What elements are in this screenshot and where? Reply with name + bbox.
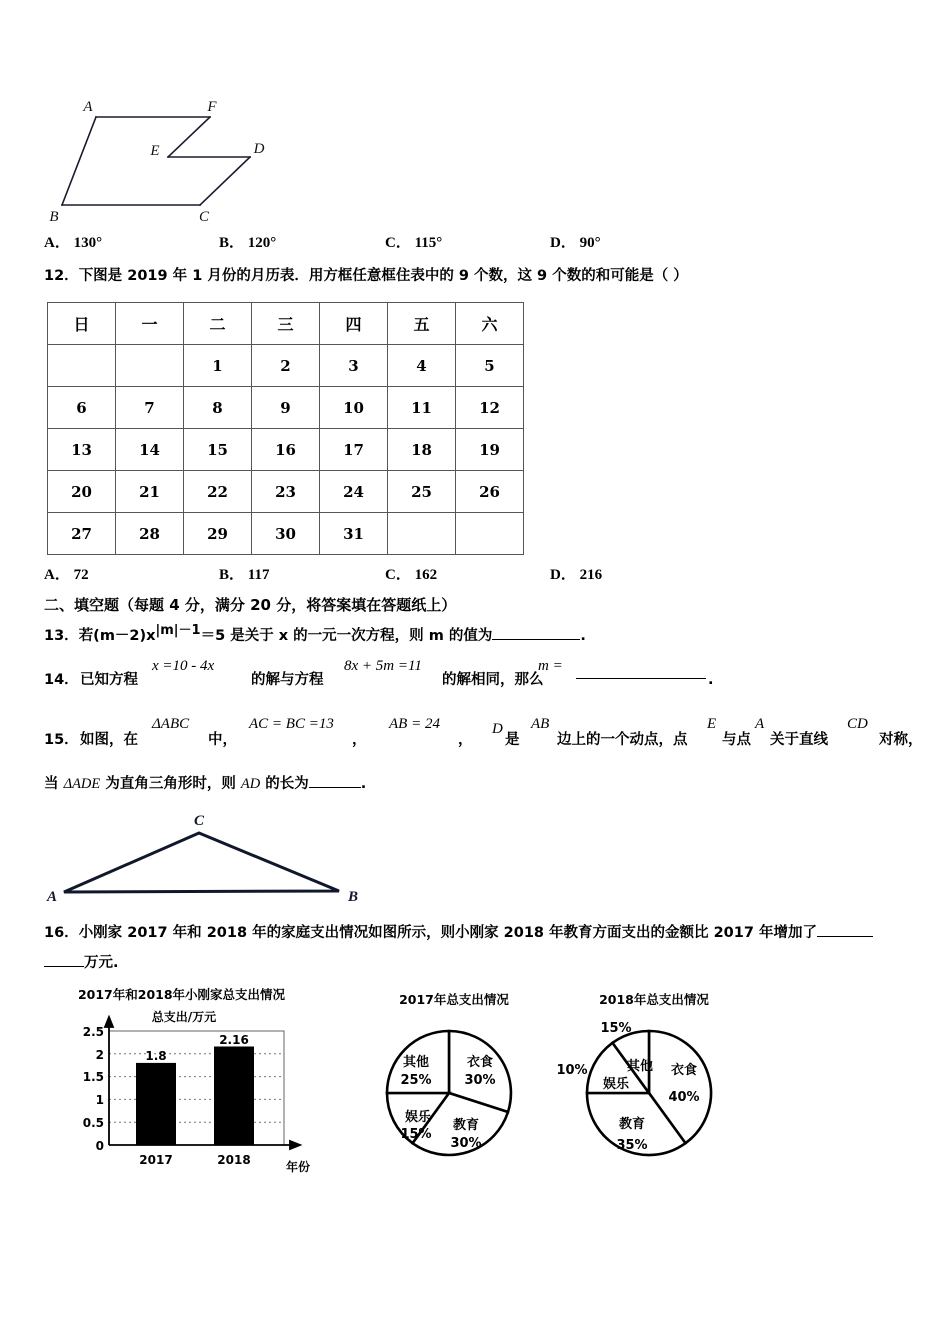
q11-option-d[interactable]: D． 90°: [550, 235, 601, 251]
calendar-cell: 13: [48, 429, 116, 471]
pie-chart-2018-expenditure: [554, 990, 754, 1173]
q15-segment-ad: AD: [240, 776, 261, 792]
calendar-cell: 15: [184, 429, 252, 471]
segment-dc: [200, 157, 250, 205]
pie-2017-value-jiaoyu: 30%: [450, 1136, 482, 1151]
q15-t6: 边上的一个动点，点: [557, 732, 688, 748]
q15-t2: 中，: [208, 732, 237, 748]
calendar-cell: 18: [388, 429, 456, 471]
q15-l2-pre: 当: [44, 776, 64, 792]
q11-option-b[interactable]: B． 120°: [219, 235, 277, 251]
question-12-text: [44, 266, 924, 288]
bar-2017: [136, 1063, 176, 1145]
xtick-2018: 2018: [217, 1153, 251, 1167]
q15-ac-bc-value: AC = BC =13: [249, 716, 334, 732]
q15-t8: 关于直线: [770, 732, 828, 748]
calendar-cell: 10: [320, 387, 388, 429]
calendar-cell: 19: [456, 429, 524, 471]
q15-t1: 如图，在: [80, 732, 138, 748]
pie-2018-value-jiaoyu: 35%: [616, 1138, 648, 1153]
calendar-cell: 9: [252, 387, 320, 429]
calendar-header-row: [48, 303, 524, 345]
pie-2018-label-yishi: 衣食: [670, 1063, 698, 1078]
vertex-label-e: E: [150, 143, 160, 159]
q15-ab-value: AB = 24: [389, 716, 440, 732]
pie-2018-label-yule: 娱乐: [602, 1077, 630, 1092]
q13-tail: .: [580, 627, 586, 644]
q15-segment-ab: AB: [531, 716, 550, 732]
ytick-2: 2: [95, 1048, 104, 1062]
q13-answer-blank[interactable]: [492, 639, 580, 640]
q12-body: 下图是 2019 年 1 月份的月历表．用方框任意框住表中的 9 个数，这 9 个数的和可能是（ ）: [78, 268, 688, 284]
calendar-cell: 27: [48, 513, 116, 555]
q14-equation-2: 8x + 5m =11: [344, 658, 422, 674]
q14-equation-3: m =: [538, 658, 563, 674]
calendar-cell: 8: [184, 387, 252, 429]
bar-2018: [214, 1047, 254, 1146]
calendar-cell: 4: [388, 345, 456, 387]
calendar-cell: 7: [116, 387, 184, 429]
ytick-0.5: 0.5: [82, 1116, 104, 1130]
pie-2017-value-yule: 15%: [400, 1127, 432, 1142]
q15-l2-post: 的长为: [260, 776, 309, 792]
pie-2017-value-qita: 25%: [400, 1073, 432, 1088]
q14-part1: 已知方程: [80, 672, 138, 688]
figure-parallelogram-abcdef: [40, 95, 300, 225]
q15-point-e: E: [707, 716, 717, 732]
q14-equation-1: x =10 - 4x: [152, 658, 215, 674]
calendar-table-january-2019: [47, 302, 524, 555]
calendar-row: [48, 387, 524, 429]
calendar-cell: 23: [252, 471, 320, 513]
calendar-row: [48, 513, 524, 555]
pie-2018-value-qita: 15%: [600, 1021, 632, 1036]
q12-number: 12．: [44, 268, 79, 284]
question-15-line-1: [44, 716, 924, 752]
pie-2018-label-qita: 其他: [626, 1059, 654, 1074]
pie-2017-value-yishi: 30%: [464, 1073, 496, 1088]
calendar-header-mon: 一: [116, 303, 184, 345]
pie-2018-title: 2018年总支出情况: [599, 992, 709, 1007]
q15-t4: ，: [458, 732, 473, 748]
triangle-abc-outline: [64, 833, 339, 892]
q15-number: 15．: [44, 732, 79, 748]
ytick-2.5: 2.5: [82, 1025, 104, 1039]
q16-number: 16．: [44, 925, 79, 941]
ytick-1.5: 1.5: [82, 1070, 104, 1084]
calendar-cell: 28: [116, 513, 184, 555]
q15-point-d: D: [492, 721, 503, 737]
calendar-cell: 2: [252, 345, 320, 387]
calendar-cell: 30: [252, 513, 320, 555]
q11-option-c[interactable]: C． 115°: [385, 235, 443, 251]
calendar-cell: 22: [184, 471, 252, 513]
question-13: [44, 621, 924, 648]
q14-part3: 的解相同，那么: [442, 672, 544, 688]
q14-number: 14．: [44, 672, 79, 688]
calendar-cell: 12: [456, 387, 524, 429]
q15-t3: ，: [352, 732, 367, 748]
calendar-header-tue: 二: [184, 303, 252, 345]
charts-container: [44, 985, 924, 1185]
calendar-cell: 21: [116, 471, 184, 513]
q14-part2: 的解与方程: [251, 672, 324, 688]
q12-option-c[interactable]: C． 162: [385, 567, 438, 583]
q15-t5: 是: [505, 732, 520, 748]
calendar-header-fri: 五: [388, 303, 456, 345]
calendar-cell: [116, 345, 184, 387]
calendar-cell: [456, 513, 524, 555]
x-axis-arrow: [290, 1141, 300, 1149]
q14-answer-blank[interactable]: [576, 678, 706, 679]
calendar-row: [48, 471, 524, 513]
vertex-label-a: A: [83, 99, 93, 115]
q14-tail: .: [708, 672, 714, 688]
y-axis-arrow: [105, 1017, 113, 1027]
q15-triangle-ade: ΔADE: [63, 776, 101, 792]
calendar-cell: 6: [48, 387, 116, 429]
calendar-cell: [48, 345, 116, 387]
q13-part1: 若(m－2)x: [78, 627, 156, 644]
bar-chart-total-expenditure: [54, 985, 309, 1178]
calendar-cell: 17: [320, 429, 388, 471]
bar-chart-gridlines: [109, 1054, 284, 1122]
q15-l2-tail: .: [360, 776, 367, 792]
q15-t9: 对称，: [879, 732, 923, 748]
q16-tail: 万元.: [84, 955, 119, 971]
vertex-label-b: B: [49, 209, 59, 225]
pie-2017-label-jiaoyu: 教育: [452, 1118, 480, 1133]
calendar-cell: [388, 513, 456, 555]
segment-fe: [168, 117, 210, 157]
bar-chart-plot-frame: [109, 1031, 284, 1145]
vertex-label-c: C: [198, 209, 210, 225]
calendar-cell: 31: [320, 513, 388, 555]
q16-answer-blank-2[interactable]: [44, 966, 84, 967]
section-2-heading: 二、填空题（每题 4 分，满分 20 分，将答案填在答题纸上）: [44, 596, 457, 614]
calendar-cell: 24: [320, 471, 388, 513]
calendar-cell: 16: [252, 429, 320, 471]
question-16-line-1: [44, 923, 924, 945]
bar-value-label-2018: 2.16: [219, 1033, 249, 1047]
pie-2018-value-yule: 10%: [556, 1063, 588, 1078]
figure-triangle-abc: [44, 806, 374, 906]
calendar-cell: 20: [48, 471, 116, 513]
question-15-line-2: [44, 774, 924, 796]
q12-option-d[interactable]: D． 216: [550, 567, 603, 583]
pie-2017-label-qita: 其他: [402, 1055, 430, 1070]
vertex-label-c: C: [193, 813, 205, 829]
calendar-header-wed: 三: [252, 303, 320, 345]
q15-t7: 与点: [722, 732, 751, 748]
calendar-header-sun: 日: [48, 303, 116, 345]
question-16-line-2: [44, 953, 924, 975]
vertex-label-d: D: [253, 141, 265, 157]
calendar-cell: 14: [116, 429, 184, 471]
q15-point-a: A: [755, 716, 765, 732]
q15-line-cd: CD: [847, 716, 868, 732]
calendar-cell: 5: [456, 345, 524, 387]
pie-2018-label-jiaoyu: 教育: [618, 1117, 646, 1132]
question-14: [44, 658, 924, 698]
pie-2018-value-yishi: 40%: [668, 1090, 700, 1105]
q12-option-a[interactable]: A． 72: [44, 567, 89, 583]
segment-ba: [62, 117, 96, 205]
q16-body: 小刚家 2017 年和 2018 年的家庭支出情况如图所示，则小刚家 2018 年教育方面支出的金额比 2017 年增加了: [78, 925, 817, 941]
pie-2017-title: 2017年总支出情况: [399, 992, 509, 1007]
pie-2017-label-yishi: 衣食: [466, 1055, 494, 1070]
bar-value-label-2017: 1.8: [145, 1049, 167, 1063]
ytick-0: 0: [95, 1139, 104, 1153]
calendar-header-sat: 六: [456, 303, 524, 345]
bar-chart-ylabel: 总支出/万元: [151, 1010, 217, 1024]
calendar-cell: 1: [184, 345, 252, 387]
calendar-cell: 29: [184, 513, 252, 555]
calendar-row: [48, 345, 524, 387]
xtick-2017: 2017: [139, 1153, 173, 1167]
vertex-label-b: B: [347, 889, 359, 905]
calendar-cell: 3: [320, 345, 388, 387]
bar-chart-title: 2017年和2018年小刚家总支出情况: [77, 987, 286, 1002]
q15-triangle-abc: ΔABC: [152, 716, 190, 732]
q11-option-a[interactable]: A． 130°: [44, 235, 103, 251]
q16-answer-blank-1[interactable]: [817, 936, 873, 937]
pie-chart-2017-expenditure: [354, 990, 554, 1173]
bar-chart-xlabel: 年份: [286, 1160, 311, 1174]
vertex-label-f: F: [207, 99, 217, 115]
q15-answer-blank[interactable]: [309, 787, 361, 788]
q13-exponent: |m|－1: [155, 623, 201, 638]
vertex-label-a: A: [46, 889, 58, 905]
calendar-cell: 11: [388, 387, 456, 429]
calendar-header-thu: 四: [320, 303, 388, 345]
pie-2017-label-yule: 娱乐: [404, 1110, 432, 1125]
calendar-cell: 26: [456, 471, 524, 513]
calendar-row: [48, 429, 524, 471]
q13-number: 13．: [44, 627, 79, 644]
q12-option-b[interactable]: B． 117: [219, 567, 270, 583]
q13-part2: ＝5 是关于 x 的一元一次方程，则 m 的值为: [200, 627, 493, 644]
calendar-cell: 25: [388, 471, 456, 513]
ytick-1: 1: [95, 1093, 104, 1107]
q15-l2-mid: 为直角三角形时，则: [100, 776, 241, 792]
